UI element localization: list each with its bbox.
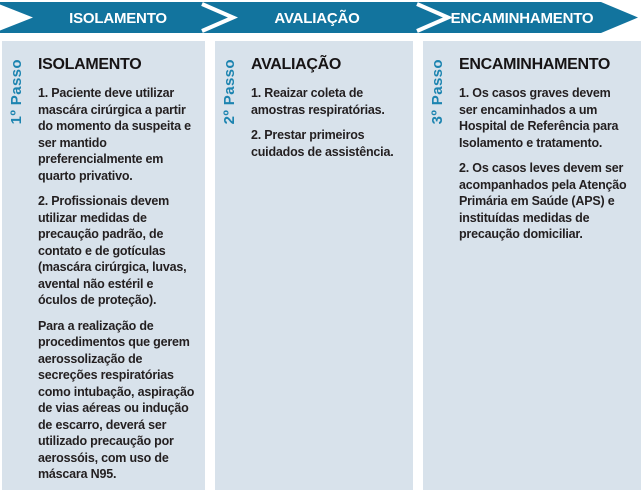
column-content	[251, 56, 403, 169]
banner-step-label-isolamento: ISOLAMENTO	[69, 10, 167, 27]
paragraph: 1. Reaizar coleta de amostras respiratórias.	[251, 86, 385, 117]
step-number-label: 2º Passo	[221, 59, 238, 125]
banner-step-label-encaminhamento: ENCAMINHAMENTO	[450, 10, 594, 27]
paragraph: 2. Os casos leves devem ser acompanhados pela Atenção Primária em Saúde (APS) e instituídas medidas de precaução domiciliar.	[459, 161, 627, 241]
paragraph: 1. Paciente deve utilizar mascára cirúrgica a partir do momento da suspeita e ser mantido preferencialmente em quarto privativo.	[38, 86, 191, 183]
paragraph: 2. Profissionais devem utilizar medidas de precaução padrão, de contato e de gotículas (mascára cirúrgica, luvas, avental não estéril e óculos de proteção).	[38, 194, 187, 307]
banner-step-label-avaliacao: AVALIAÇÃO	[274, 10, 360, 27]
process-arrow-banner	[0, 0, 641, 36]
step-column-isolamento	[2, 41, 205, 490]
column-content	[38, 56, 195, 492]
column-title: ISOLAMENTO	[38, 56, 142, 73]
paragraph: Para a realização de procedimentos que gerem aerossolização de secreções respiratórias como intubação, aspiração de vias aéreas ou indução de escarro, deverá ser utilizado precaução por aerossóis, com uso de máscara N95.	[38, 318, 195, 481]
column-title: ENCAMINHAMENTO	[459, 56, 611, 73]
paragraph: 1. Os casos graves devem ser encaminhados a um Hospital de Referência para Isolamento e tratamento.	[459, 86, 619, 150]
column-content	[459, 56, 631, 252]
step-number-label: 1º Passo	[8, 59, 25, 125]
step-column-encaminhamento	[423, 41, 641, 490]
column-title: AVALIAÇÃO	[251, 56, 342, 73]
paragraph: 2. Prestar primeiros cuidados de assistência.	[251, 128, 394, 159]
step-column-avaliacao	[215, 41, 413, 490]
step-number-label: 3º Passo	[429, 59, 446, 125]
